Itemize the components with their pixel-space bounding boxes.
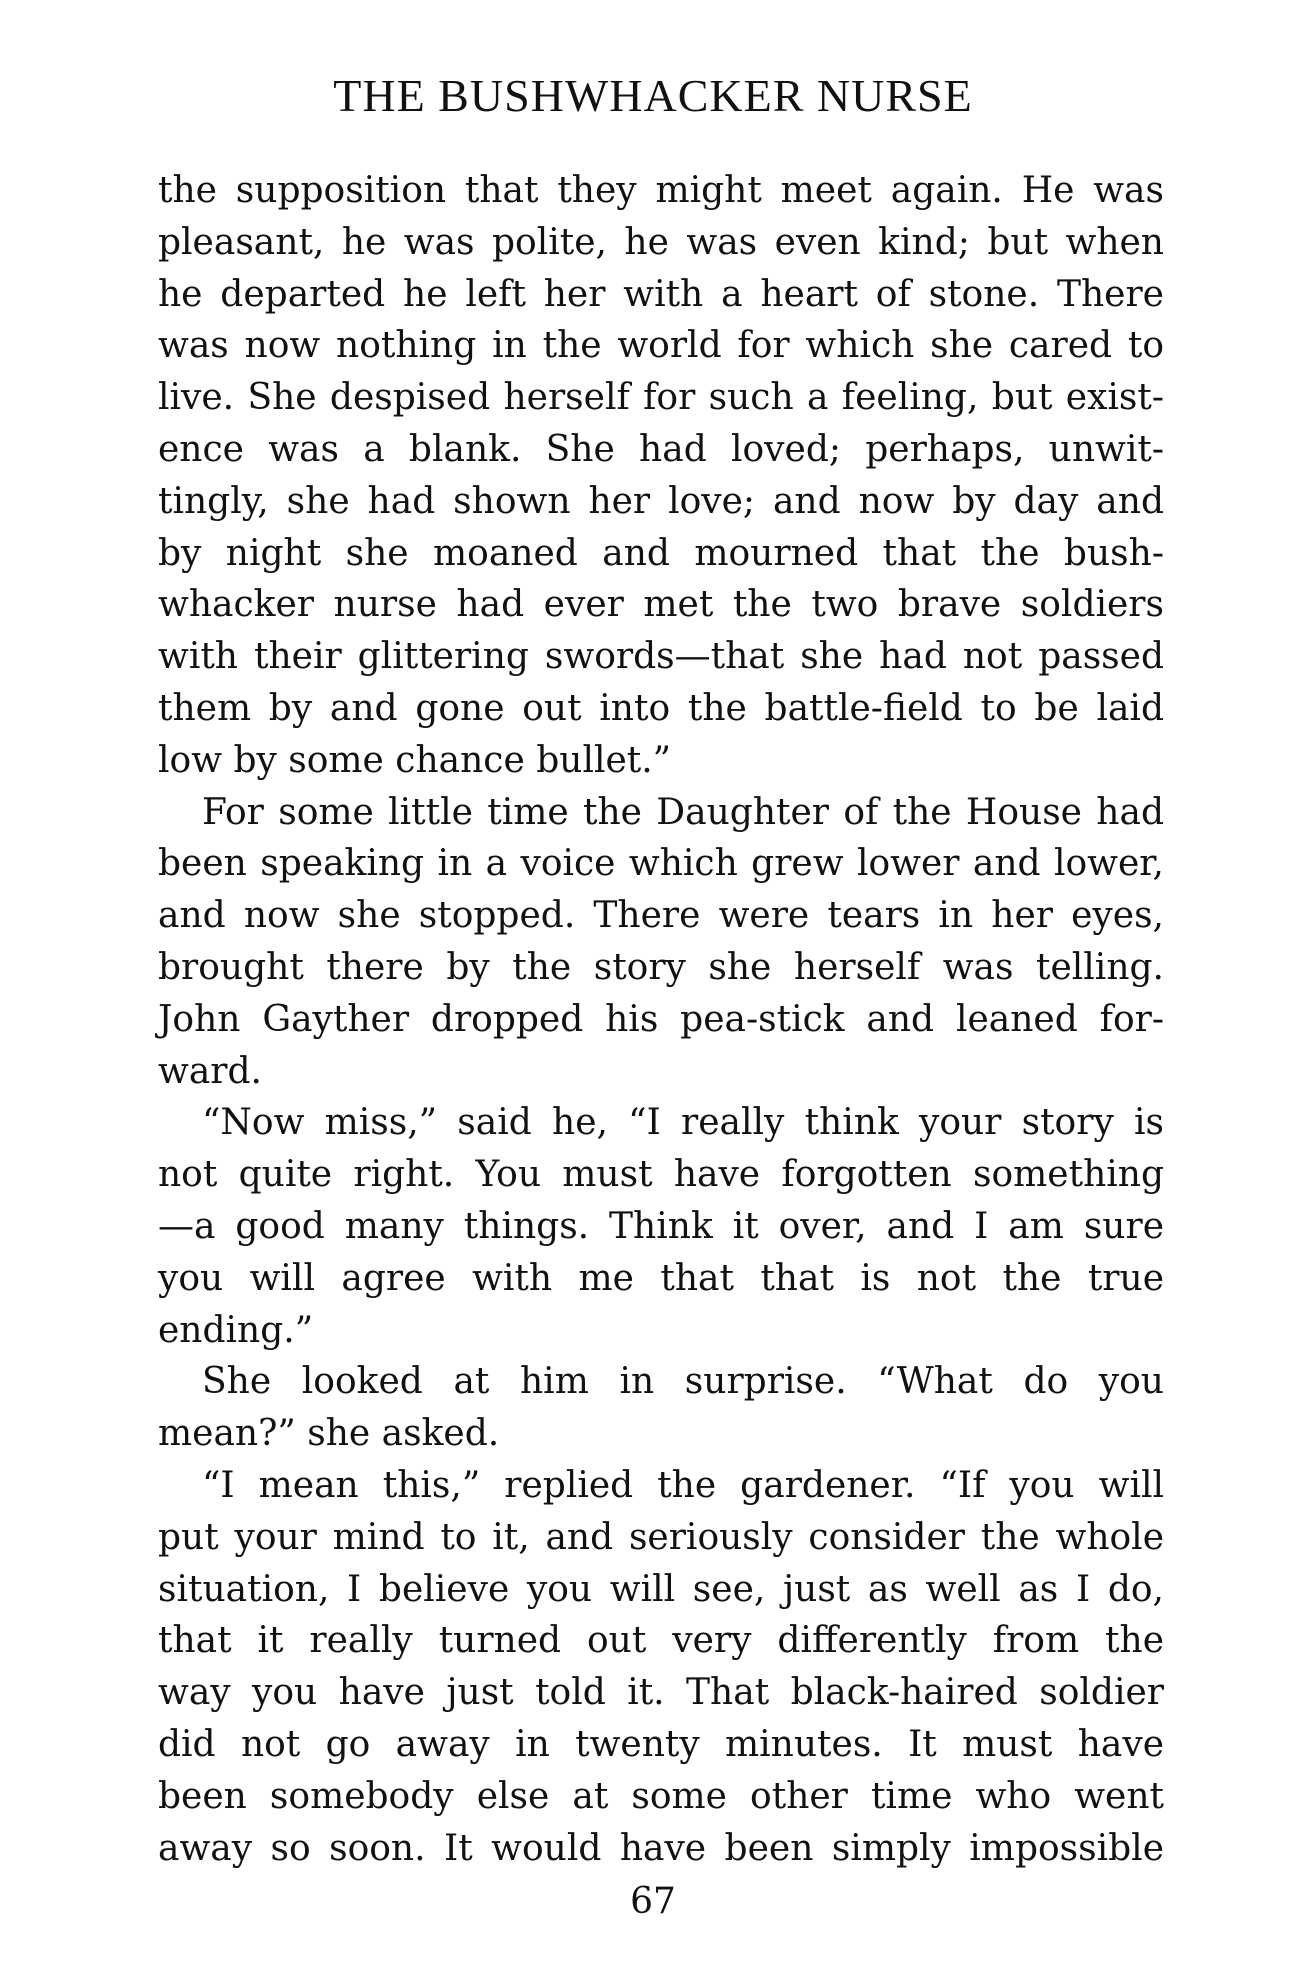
running-head: THE BUSHWHACKER NURSE [333, 70, 973, 121]
text-line: —a good many things. Think it over, and I am sure [158, 1205, 1164, 1247]
text-line: John Gayther dropped his pea-stick and leaned for- [158, 998, 1164, 1040]
text-line: tingly, she had shown her love; and now by day and [158, 480, 1164, 522]
body-text [158, 165, 1164, 1874]
text-line: put your mind to it, and seriously consider the whole [158, 1516, 1164, 1558]
text-line: and now she stopped. There were tears in her eyes, [158, 895, 1164, 937]
text-line: brought there by the story she herself was telling. [158, 946, 1164, 988]
text-line: by night she moaned and mourned that the bush- [158, 532, 1164, 574]
text-line: he departed he left her with a heart of stone. There [158, 273, 1164, 315]
text-line: ence was a blank. She had loved; perhaps, unwit- [158, 428, 1164, 470]
text-line: way you have just told it. That black-haired soldier [158, 1672, 1164, 1714]
text-line: For some little time the Daughter of the House had [202, 791, 1164, 833]
text-line: been speaking in a voice which grew lower and lower, [158, 843, 1164, 885]
text-line: was now nothing in the world for which she cared to [158, 325, 1164, 367]
text-line: ward. [158, 1050, 262, 1092]
text-line: been somebody else at some other time who went [158, 1775, 1164, 1817]
text-line: with their glittering swords—that she had not passed [158, 636, 1164, 678]
text-line: you will agree with me that that is not the true [158, 1257, 1164, 1299]
text-line: “I mean this,” replied the gardener. “If you will [202, 1464, 1164, 1506]
text-line: did not go away in twenty minutes. It must have [158, 1723, 1164, 1765]
text-line: not quite right. You must have forgotten something [158, 1154, 1164, 1196]
text-line: away so soon. It would have been simply impossible [158, 1827, 1164, 1869]
text-line: pleasant, he was polite, he was even kind; but when [158, 221, 1164, 263]
text-line: whacker nurse had ever met the two brave soldiers [158, 584, 1164, 626]
page-number: 67 [630, 1881, 676, 1922]
text-line: low by some chance bullet.” [158, 739, 672, 781]
text-line: live. She despised herself for such a feeling, but exist- [158, 377, 1164, 419]
text-line: mean?” she asked. [158, 1413, 500, 1455]
text-line: them by and gone out into the battle-field to be laid [158, 687, 1164, 729]
text-line: situation, I believe you will see, just as well as I do, [158, 1568, 1164, 1610]
text-line: ending.” [158, 1309, 314, 1351]
text-line: “Now miss,” said he, “I really think your story is [202, 1102, 1164, 1144]
text-line: that it really turned out very differently from the [158, 1620, 1164, 1662]
text-line: She looked at him in surprise. “What do you [202, 1361, 1164, 1403]
text-line: the supposition that they might meet again. He was [158, 170, 1164, 211]
